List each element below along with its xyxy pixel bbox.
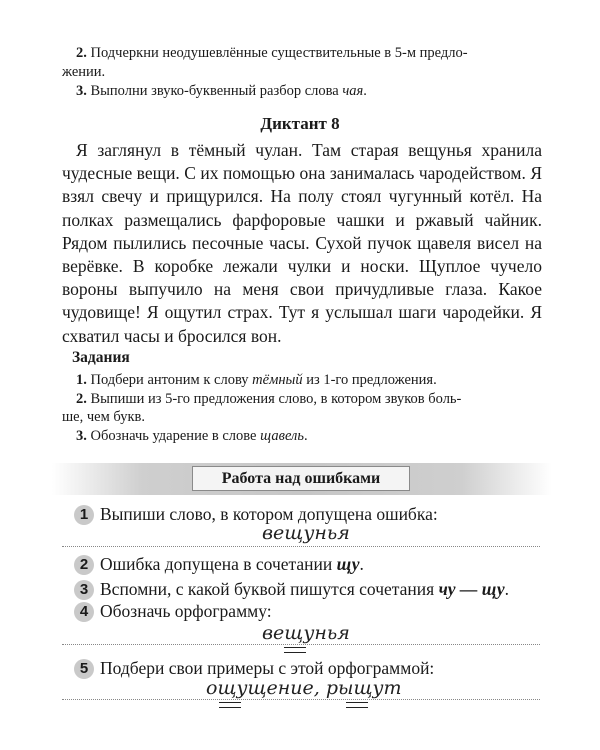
step-2-number: 2: [74, 555, 94, 575]
dictation-text: Я заглянул в тёмный чулан. Там старая вещунья хранила чудесные вещи. С их помощью она занималась чародейством. Я взял свечу и прищурился. На полу стоял чугунный котёл. На полках размещались фарфоровые чашки и ржавый чайник. Рядом пылились песочные часы. Сухой пучок щавеля висел на верёвке. В коробке лежали чулки и носки. Щуплое чучело вороны выпучило на меня свои причудливые глаза. Какое чудовище! Я ощутил страх. Тут я услышал шаги чародейки. Я схватил часы и бросился вон.: [62, 140, 542, 346]
top-task-2-text: Подчеркни неодушевлённые существительные в 5-м предло-: [90, 45, 468, 61]
step-5-answer: ощущение, рыщут: [206, 677, 402, 699]
tasks-title: Задания: [72, 349, 130, 366]
step-3-end: .: [504, 579, 510, 599]
step-5-orthogram-underline-2: [346, 702, 368, 708]
task-3-word: щавель: [260, 428, 304, 444]
step-4-answer: вещунья: [262, 622, 350, 644]
top-task-3-end: .: [363, 83, 367, 99]
task-3: [62, 427, 544, 445]
task-1-text: Подбери антоним к слову: [90, 372, 249, 388]
step-1-number: 1: [74, 505, 94, 525]
step-5-text: Подбери свои примеры с этой орфограммой:: [100, 658, 435, 678]
step-4: [74, 600, 272, 622]
step-4-number: 4: [74, 602, 94, 622]
dictation-title: Диктант 8: [260, 114, 340, 133]
task-2-continuation: ше, чем букв.: [62, 409, 145, 425]
step-2-end: .: [359, 554, 364, 574]
task-2: [62, 390, 544, 426]
top-task-3-text: Выполни звуко-буквенный разбор слова: [90, 83, 339, 99]
step-1-answer: вещунья: [262, 522, 350, 544]
errors-title: Работа над ошибками: [192, 466, 410, 491]
step-3: [74, 578, 509, 600]
step-2: [74, 553, 364, 575]
answer-line-2: [62, 644, 540, 645]
step-2-combination: щу: [336, 554, 360, 574]
task-2-number: 2.: [76, 391, 87, 407]
step-5-number: 5: [74, 659, 94, 679]
step-2-text: Ошибка допущена в сочетании: [100, 554, 333, 574]
answer-line-1: [62, 546, 540, 547]
answer-line-3: [62, 699, 540, 700]
step-1-text: Выпиши слово, в котором допущена ошибка:: [100, 504, 438, 524]
step-3-combination: чу — щу: [438, 579, 505, 599]
step-5: [74, 657, 434, 679]
task-1-word: тёмный: [252, 372, 303, 388]
top-task-2-continuation: жении.: [62, 64, 106, 80]
step-4-orthogram-underline: [284, 647, 306, 653]
top-task-3-number: 3.: [76, 83, 87, 99]
task-1-number: 1.: [76, 372, 87, 388]
step-4-text: Обозначь орфограмму:: [100, 601, 272, 621]
task-1: [62, 371, 544, 389]
step-1: [74, 503, 438, 525]
task-2-text: Выпиши из 5-го предложения слово, в котором звуков боль-: [90, 391, 462, 407]
task-3-end: .: [303, 428, 308, 444]
top-task-2-number: 2.: [76, 45, 87, 61]
task-3-text: Обозначь ударение в слове: [90, 428, 257, 444]
task-1-text-end: из 1-го предложения.: [306, 372, 437, 388]
task-3-number: 3.: [76, 428, 87, 444]
step-3-text: Вспомни, с какой буквой пишутся сочетания: [100, 579, 435, 599]
top-task-2: [62, 44, 542, 82]
top-task-3: [62, 82, 542, 101]
step-3-number: 3: [74, 580, 94, 600]
step-5-orthogram-underline-1: [219, 702, 241, 708]
top-task-3-word: чая: [342, 83, 364, 99]
